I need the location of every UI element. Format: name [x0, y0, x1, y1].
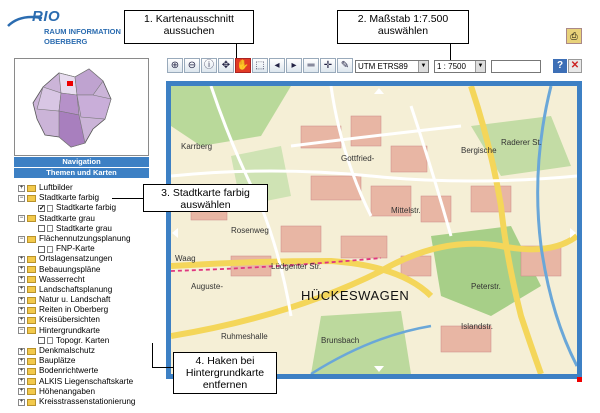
layer-checkbox[interactable]: [38, 225, 45, 232]
layer-group[interactable]: [18, 234, 168, 244]
scale-value: 1 : 7500: [437, 62, 466, 71]
layer-group[interactable]: [18, 326, 168, 336]
callout-step3-leader: [112, 198, 143, 199]
folder-icon: [27, 388, 36, 395]
layer-group-label: Ortslagensatzungen: [39, 254, 113, 264]
expand-icon[interactable]: +: [19, 266, 24, 273]
layer-group[interactable]: [18, 265, 168, 275]
back-icon[interactable]: ◂: [269, 58, 285, 73]
layer-group-label: Kreisübersichten: [39, 315, 100, 325]
folder-icon: [27, 348, 36, 355]
callout-step4: 4. Haken bei Hintergrundkarte entfernen: [173, 352, 277, 394]
folder-icon: [27, 185, 36, 192]
pan-west-arrow[interactable]: [172, 228, 178, 238]
folder-icon: [27, 195, 36, 202]
map-street-label: Raderer St.: [501, 138, 542, 147]
print-icon[interactable]: ⎙: [566, 28, 582, 44]
expand-icon[interactable]: +: [19, 296, 24, 303]
layer-group-label: Stadtkarte grau: [39, 213, 95, 223]
map-street-label: Ruhmeshalle: [221, 332, 268, 341]
expand-icon[interactable]: +: [19, 378, 24, 385]
overview-map[interactable]: [14, 58, 149, 156]
layer-group-label: Höhenangaben: [39, 386, 96, 396]
map-street-label: Karrberg: [181, 142, 213, 151]
expand-icon[interactable]: +: [19, 286, 24, 293]
navigation-tab[interactable]: Navigation: [14, 157, 149, 167]
layer-document-icon: [47, 225, 53, 232]
projection-value: UTM ETRS89: [358, 62, 408, 71]
folder-icon: [27, 266, 36, 273]
layer-checkbox[interactable]: [38, 205, 45, 212]
chevron-down-icon: ▼: [475, 61, 485, 72]
layer-group[interactable]: [18, 366, 168, 376]
callout-step2: 2. Maßstab 1:7.500 auswählen: [337, 10, 469, 44]
map-street-label: Brunsbach: [321, 336, 360, 345]
layer-group-label: Bodenrichtwerte: [39, 366, 99, 376]
expand-icon[interactable]: +: [19, 367, 24, 374]
forward-icon[interactable]: ▸: [286, 58, 302, 73]
zoom-rect-icon[interactable]: ⬚: [252, 58, 268, 73]
folder-icon: [27, 317, 36, 324]
expand-icon[interactable]: +: [19, 388, 24, 395]
coordinate-input[interactable]: [491, 60, 541, 73]
logo-line2: OBERBERG: [44, 37, 88, 46]
overview-current-view-marker: [67, 81, 73, 86]
layer-group[interactable]: [18, 295, 168, 305]
pencil-icon[interactable]: ✎: [337, 58, 353, 73]
layer-group-label: Luftbilder: [39, 183, 73, 192]
scale-select[interactable]: [434, 60, 486, 73]
layer-checkbox[interactable]: [38, 246, 45, 253]
map-street-label: Bergische: [461, 146, 497, 155]
layer-group-label: ALKIS Liegenschaftskarte: [39, 376, 134, 386]
layer-document-icon: [47, 205, 53, 212]
map-street-label: Auguste-: [191, 282, 224, 291]
folder-icon: [27, 399, 36, 406]
folder-icon: [27, 368, 36, 375]
pan-hand-icon[interactable]: ✋: [236, 60, 250, 71]
map-street-label: Peterstr.: [471, 282, 501, 291]
close-button[interactable]: ✕: [568, 59, 582, 73]
layer-item: [18, 244, 168, 254]
layer-group-label: Landschaftsplanung: [39, 284, 113, 294]
folder-icon: [27, 327, 36, 334]
layer-group[interactable]: [18, 397, 168, 407]
collapse-icon[interactable]: −: [19, 215, 24, 222]
expand-icon[interactable]: +: [19, 357, 24, 364]
layer-group-label: Wasserrecht: [39, 274, 85, 284]
layer-group-label: Kreisstrassenstationierung: [39, 396, 136, 406]
layer-checkbox[interactable]: [38, 337, 45, 344]
layer-group[interactable]: [18, 305, 168, 315]
layer-item-label: FNP-Karte: [56, 244, 95, 254]
logo-brand: RIO: [32, 8, 61, 25]
layer-group[interactable]: [18, 275, 168, 285]
layer-group-label: Stadtkarte farbig: [39, 193, 100, 203]
map-street-label: Waag: [175, 254, 196, 263]
folder-icon: [27, 215, 36, 222]
callout-step4-leader-h: [152, 367, 173, 368]
expand-icon[interactable]: +: [19, 398, 24, 405]
layer-group[interactable]: [18, 315, 168, 325]
folder-icon: [27, 358, 36, 365]
collapse-icon[interactable]: −: [19, 194, 24, 201]
layer-group[interactable]: [18, 346, 168, 356]
map-street-label: Mittelstr.: [391, 206, 421, 215]
zoom-in-icon[interactable]: ⊕: [167, 58, 183, 73]
pan-south-arrow[interactable]: [374, 366, 384, 372]
map-street-label: Gottfried-: [341, 154, 375, 163]
collapse-icon[interactable]: −: [19, 235, 24, 242]
expand-icon[interactable]: +: [19, 255, 24, 262]
crosshair-icon[interactable]: ✛: [320, 58, 336, 73]
layer-item-label: Topogr. Karten: [56, 335, 110, 345]
map-street-label: Rosenweg: [231, 226, 269, 235]
layer-group[interactable]: [18, 285, 168, 295]
help-button[interactable]: ?: [553, 59, 567, 73]
layer-item-label: Stadtkarte farbig: [56, 203, 117, 213]
layer-group[interactable]: [18, 356, 168, 366]
map-toolbar: [167, 58, 353, 74]
layer-document-icon: [47, 337, 53, 344]
layer-group-label: Reiten in Oberberg: [39, 305, 109, 315]
layer-group[interactable]: [18, 254, 168, 264]
expand-icon[interactable]: +: [19, 184, 24, 191]
chevron-down-icon: ▼: [418, 61, 428, 72]
pan-east-arrow[interactable]: [570, 228, 576, 238]
zoom-out-icon[interactable]: ⊖: [184, 58, 200, 73]
pan-north-arrow[interactable]: [374, 88, 384, 94]
folder-icon: [27, 256, 36, 263]
expand-icon[interactable]: +: [19, 306, 24, 313]
layer-tree: [18, 183, 168, 407]
layer-group[interactable]: [18, 377, 168, 387]
folder-icon: [27, 307, 36, 314]
folder-icon: [27, 286, 36, 293]
layer-group-label: Bebauungspläne: [39, 264, 101, 274]
layer-item: [18, 224, 168, 234]
layer-document-icon: [47, 246, 53, 253]
callout-step4-leader-v: [152, 343, 153, 367]
expand-icon[interactable]: +: [19, 317, 24, 324]
themes-tab[interactable]: Themen und Karten: [14, 168, 149, 178]
layer-group-label: Denkmalschutz: [39, 346, 95, 355]
folder-icon: [27, 236, 36, 243]
layer-item-label: Stadtkarte grau: [56, 223, 112, 233]
move-icon[interactable]: ✥: [218, 58, 234, 73]
callout-step1-leader: [236, 44, 237, 58]
folder-icon: [27, 378, 36, 385]
layer-group[interactable]: [18, 387, 168, 397]
projection-select[interactable]: [355, 60, 429, 73]
map-view[interactable]: [166, 81, 582, 379]
layer-item: [18, 336, 168, 346]
folder-icon: [27, 297, 36, 304]
logo-line1: RAUM INFORMATION: [44, 27, 121, 36]
map-street-label: Lüdgenter Str.: [271, 262, 322, 271]
layer-group-label: Flächennutzungsplanung: [39, 233, 131, 243]
measure-icon[interactable]: ═: [303, 58, 319, 73]
layer-group-label: Hintergrundkarte: [39, 325, 100, 335]
layer-group-label: Bauplätze: [39, 356, 76, 366]
map-city-label: HÜCKESWAGEN: [301, 288, 410, 303]
callout-step2-leader: [450, 44, 451, 60]
layer-group[interactable]: [18, 214, 168, 224]
layer-group-label: Natur u. Landschaft: [39, 295, 111, 305]
resize-handle[interactable]: [577, 377, 582, 382]
folder-icon: [27, 276, 36, 283]
collapse-icon[interactable]: −: [19, 327, 24, 334]
callout-step3: 3. Stadtkarte farbig auswählen: [143, 184, 268, 212]
info-icon[interactable]: ⓘ: [201, 58, 217, 73]
expand-icon[interactable]: +: [19, 347, 24, 354]
map-street-label: Islandstr.: [461, 322, 494, 331]
expand-icon[interactable]: +: [19, 276, 24, 283]
callout-step1: 1. Kartenausschnitt aussuchen: [124, 10, 254, 44]
